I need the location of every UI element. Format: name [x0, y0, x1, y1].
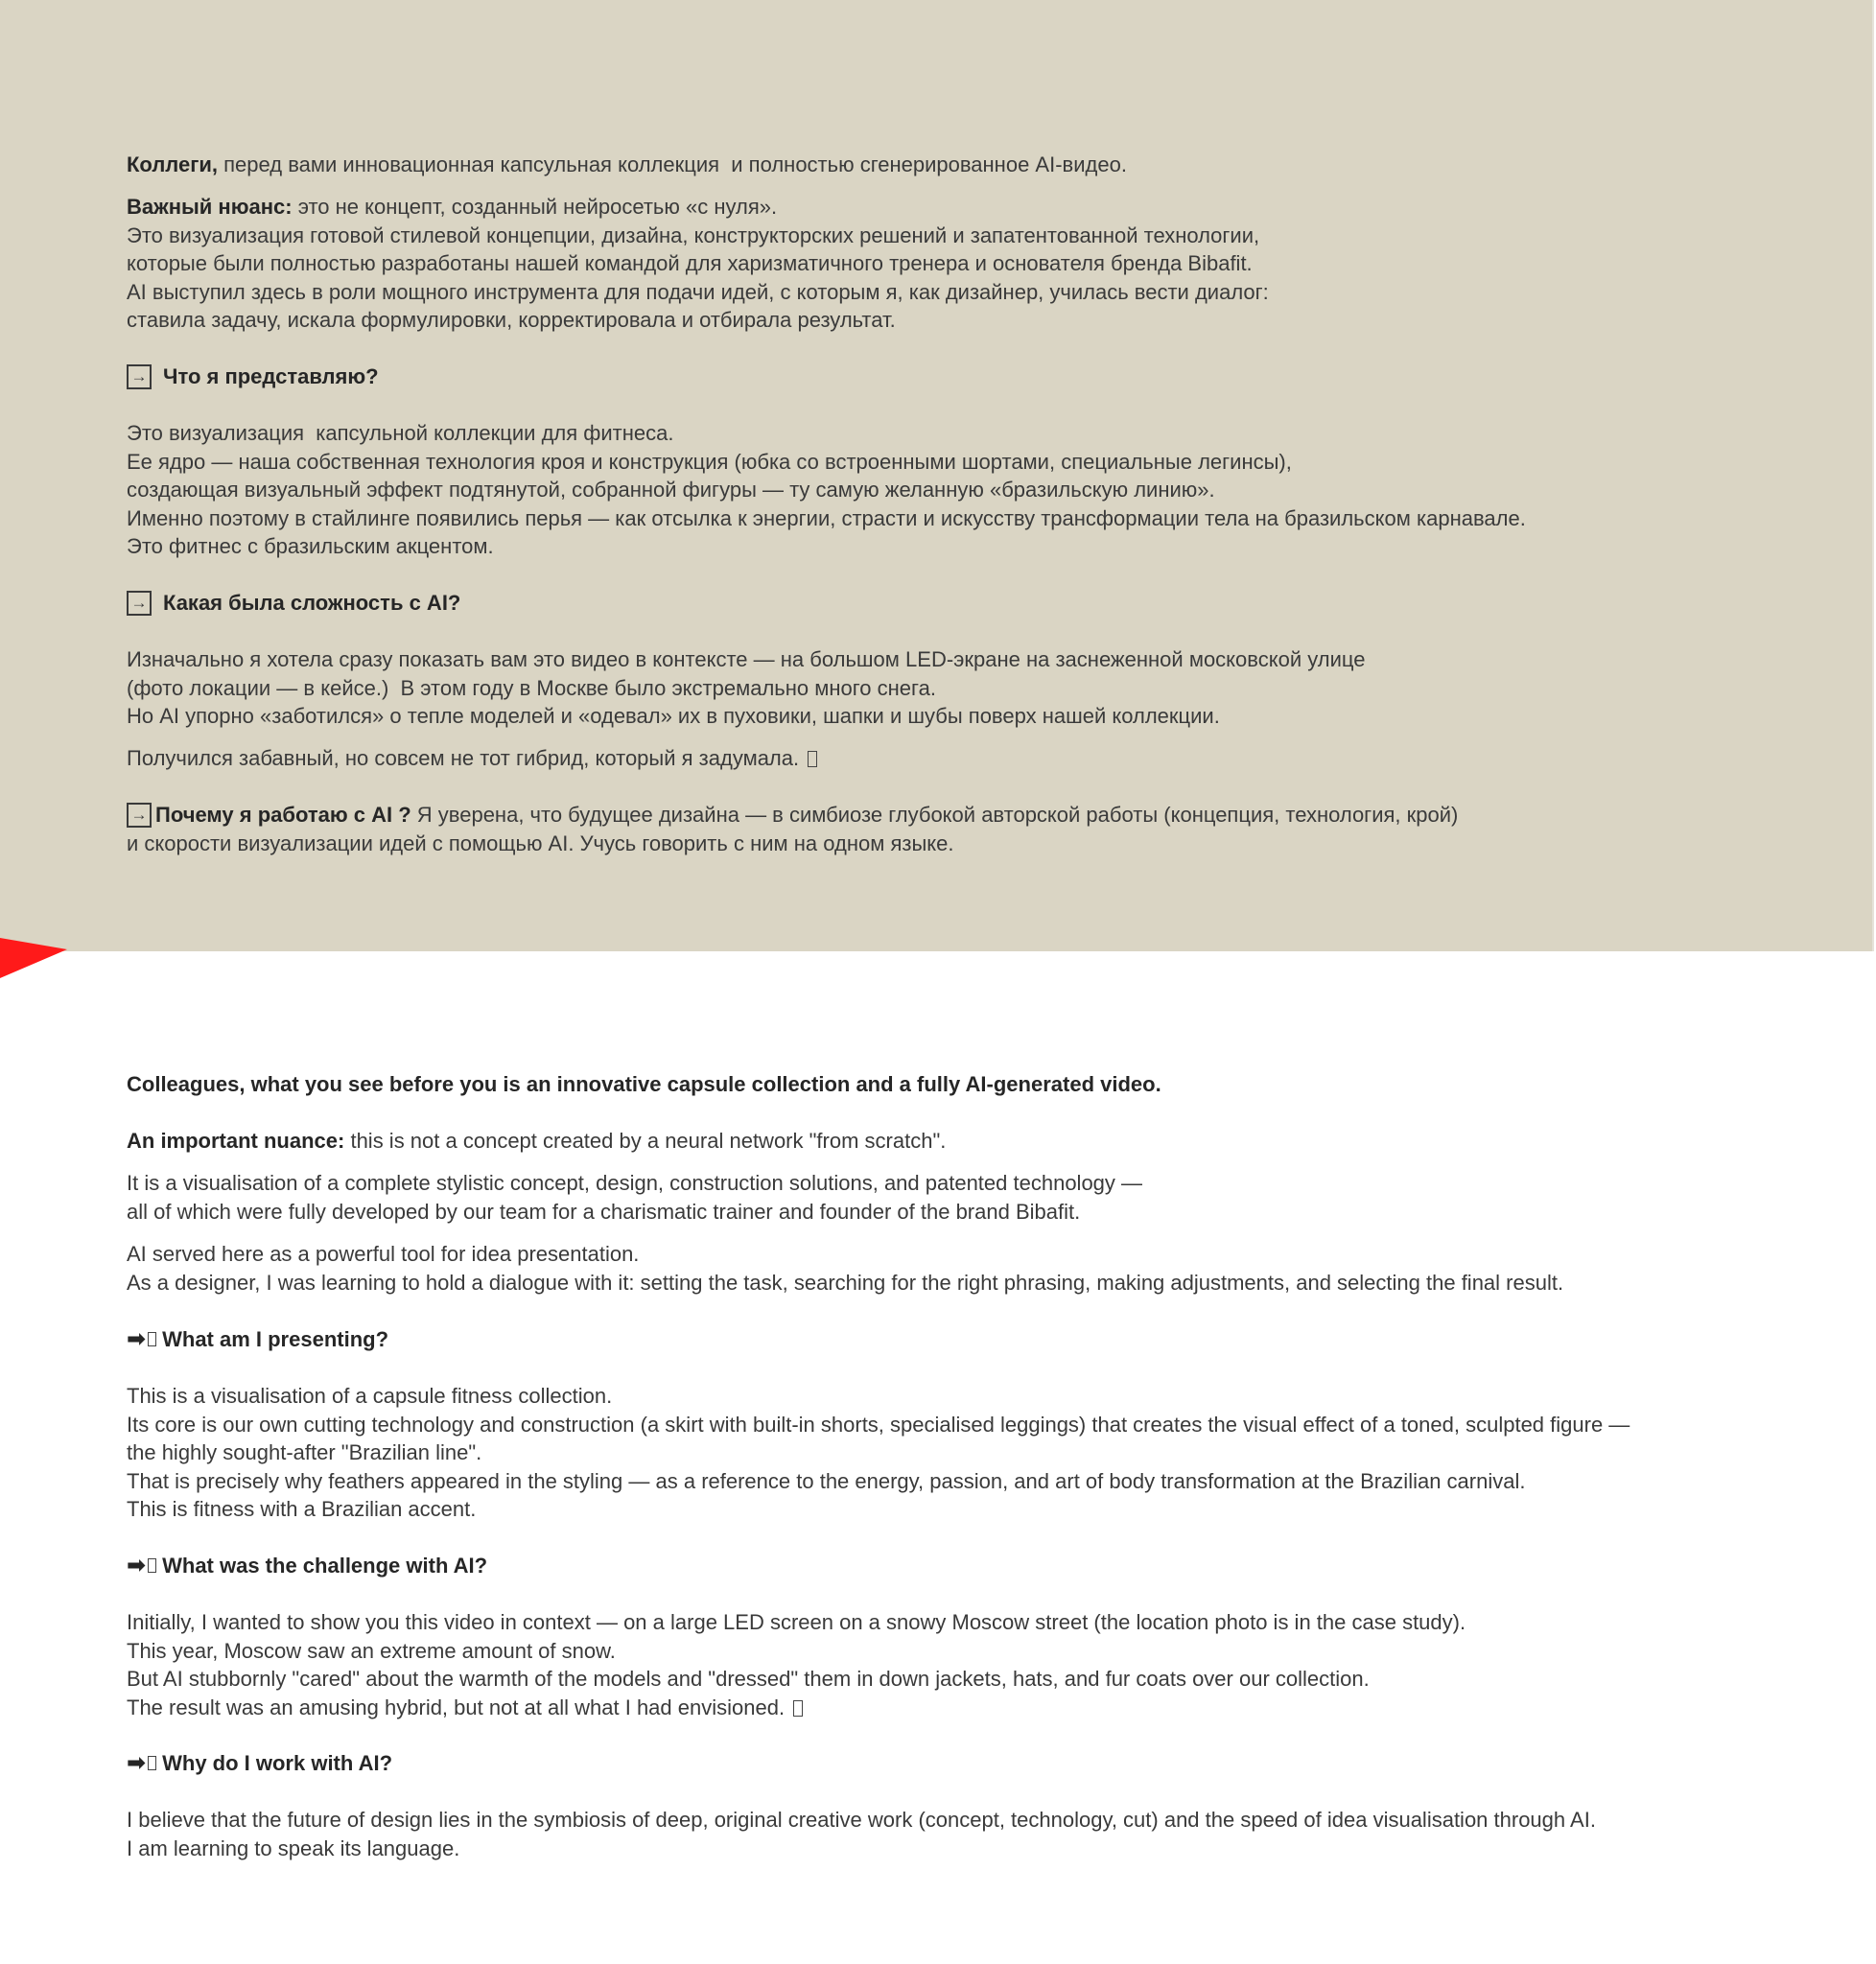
ru-result-text: Получился забавный, но совсем не тот гибрид, который я задумала. — [127, 746, 800, 770]
arrow-box-icon: → — [127, 364, 152, 389]
ru-heading-challenge-text: Какая была сложность с AI? — [163, 591, 461, 615]
missing-glyph-icon — [148, 1756, 156, 1770]
en-nuance — [127, 1127, 1815, 1156]
ru-heading-challenge — [127, 589, 460, 618]
ru-challenge-line: Но AI упорно «заботился» о тепле моделей и «одевал» их в пуховики, шапки и шубы поверх нашей коллекции. — [127, 704, 1220, 728]
ru-presenting-body — [127, 419, 1815, 561]
ru-nuance-bold: Важный нюанс: — [127, 195, 293, 219]
missing-glyph-icon — [793, 1700, 803, 1717]
ru-presenting-line: Ее ядро — наша собственная технология кроя и конструкция (юбка со встроенными шортами, специальные легинсы), — [127, 449, 1292, 474]
en-challenge-line: But AI stubbornly "cared" about the warmth of the models and "dressed" them in down jackets, hats, and fur coats over our collection. — [127, 1667, 1370, 1691]
arrow-right-icon: ➡ — [127, 1553, 147, 1578]
ru-presenting-line: Это визуализация капсульной коллекции для фитнеса. — [127, 421, 674, 445]
ru-nuance-line: AI выступил здесь в роли мощного инструмента для подачи идей, с которым я, как дизайнер, училась вести диалог: — [127, 279, 1269, 304]
en-heading-presenting-text: What am I presenting? — [162, 1327, 389, 1351]
ru-heading-why — [127, 801, 1458, 830]
ru-intro-bold: Коллеги, — [127, 152, 219, 176]
en-intro — [127, 1070, 1815, 1099]
missing-glyph-icon — [148, 1332, 156, 1346]
arrow-right-icon: ➡ — [127, 1326, 147, 1352]
ru-challenge-body — [127, 645, 1815, 731]
en-presenting-line: the highly sought-after "Brazilian line". — [127, 1440, 482, 1464]
en-why-line: I am learning to speak its language. — [127, 1835, 460, 1860]
en-para3-line: As a designer, I was learning to hold a dialogue with it: setting the task, searching for the right phrasing, making adjustments, and selecting the final result. — [127, 1270, 1564, 1295]
ru-heading-why-text: Почему я работаю с AI ? — [155, 803, 411, 827]
en-heading-challenge-text: What was the challenge with AI? — [162, 1554, 488, 1578]
en-heading-presenting — [127, 1325, 388, 1354]
en-presenting-line: This is a visualisation of a capsule fitness collection. — [127, 1384, 613, 1408]
en-why-line: I believe that the future of design lies in the symbiosis of deep, original creative work (concept, technology, cut) and the speed of idea visualisation through AI. — [127, 1808, 1596, 1832]
en-presenting-line: That is precisely why feathers appeared in the styling — as a reference to the energy, passion, and art of body transformation at the Brazilian carnival. — [127, 1468, 1526, 1493]
ru-challenge-line: (фото локации — в кейсе.) В этом году в Москве было экстремально много снега. — [127, 675, 936, 700]
ru-heading-presenting — [127, 362, 379, 391]
en-para3-line: AI served here as a powerful tool for idea presentation. — [127, 1242, 640, 1266]
ru-why-body — [127, 830, 1815, 858]
en-challenge-line: Initially, I wanted to show you this video in context — on a large LED screen on a snowy Moscow street (the location photo is in the case study). — [127, 1610, 1466, 1634]
en-para2-line: It is a visualisation of a complete stylistic concept, design, construction solutions, and patented technology — — [127, 1171, 1143, 1195]
ru-why-text: Я уверена, что будущее дизайна — в симбиозе глубокой авторской работы (концепция, технология, крой) — [410, 803, 1459, 827]
ru-challenge-result — [127, 744, 1815, 773]
en-presenting-line: This is fitness with a Brazilian accent. — [127, 1497, 477, 1521]
ru-heading-presenting-text: Что я представляю? — [163, 364, 379, 388]
en-presenting-body — [127, 1382, 1815, 1524]
en-intro-bold: Colleagues, what you see before you is an innovative capsule collection and a fully AI-generated video. — [127, 1072, 1161, 1096]
en-para2 — [127, 1169, 1815, 1226]
ru-presenting-line: Именно поэтому в стайлинге появились перья — как отсылка к энергии, страсти и искусству трансформации тела на бразильском карнавале. — [127, 505, 1526, 530]
en-presenting-line: Its core is our own cutting technology and construction (a skirt with built-in shorts, specialised leggings) that creates the visual effect of a toned, sculpted figure — — [127, 1412, 1630, 1437]
ru-nuance-line: которые были полностью разработаны нашей командой для харизматичного тренера и основателя бренда Bibafit. — [127, 251, 1253, 275]
ru-presenting-line: Это фитнес с бразильским акцентом. — [127, 534, 494, 558]
en-nuance-bold: An important nuance: — [127, 1129, 345, 1153]
ru-intro-text: перед вами инновационная капсульная коллекция и полностью сгенерированное AI-видео. — [218, 152, 1127, 176]
ru-nuance-line: Это визуализация готовой стилевой концепции, дизайна, конструкторских решений и запатентованной технологии, — [127, 222, 1260, 247]
ru-why-line: и скорости визуализации идей с помощью AI. Учусь говорить с ним на одном языке. — [127, 831, 954, 855]
missing-glyph-icon — [808, 751, 817, 767]
ru-intro — [127, 151, 1815, 179]
en-nuance-text: this is not a concept created by a neural network "from scratch". — [344, 1129, 947, 1153]
en-heading-challenge — [127, 1552, 487, 1580]
en-para2-line: all of which were fully developed by our team for a charismatic trainer and founder of the brand Bibafit. — [127, 1199, 1081, 1224]
en-para3 — [127, 1240, 1815, 1297]
ru-presenting-line: создающая визуальный эффект подтянутой, собранной фигуры — ту самую желанную «бразильскую линию». — [127, 478, 1215, 502]
en-why-body — [127, 1806, 1815, 1862]
ru-nuance-text: это не концепт, созданный нейросетью «с нуля». — [292, 195, 778, 219]
arrow-box-icon: → — [127, 803, 152, 828]
en-result-text: The result was an amusing hybrid, but not at all what I had envisioned. — [127, 1695, 786, 1719]
ru-nuance — [127, 193, 1815, 335]
missing-glyph-icon — [148, 1558, 156, 1573]
ru-challenge-line: Изначально я хотела сразу показать вам это видео в контексте — на большом LED-экране на заснеженной московской улице — [127, 647, 1366, 671]
arrow-box-icon: → — [127, 591, 152, 616]
en-challenge-body — [127, 1608, 1815, 1721]
en-heading-why — [127, 1749, 392, 1778]
arrow-right-icon: ➡ — [127, 1750, 147, 1776]
ru-nuance-line: ставила задачу, искала формулировки, корректировала и отбирала результат. — [127, 308, 896, 332]
en-challenge-line: This year, Moscow saw an extreme amount of snow. — [127, 1638, 616, 1663]
en-heading-why-text: Why do I work with AI? — [162, 1751, 393, 1775]
red-triangle-marker — [0, 938, 67, 978]
